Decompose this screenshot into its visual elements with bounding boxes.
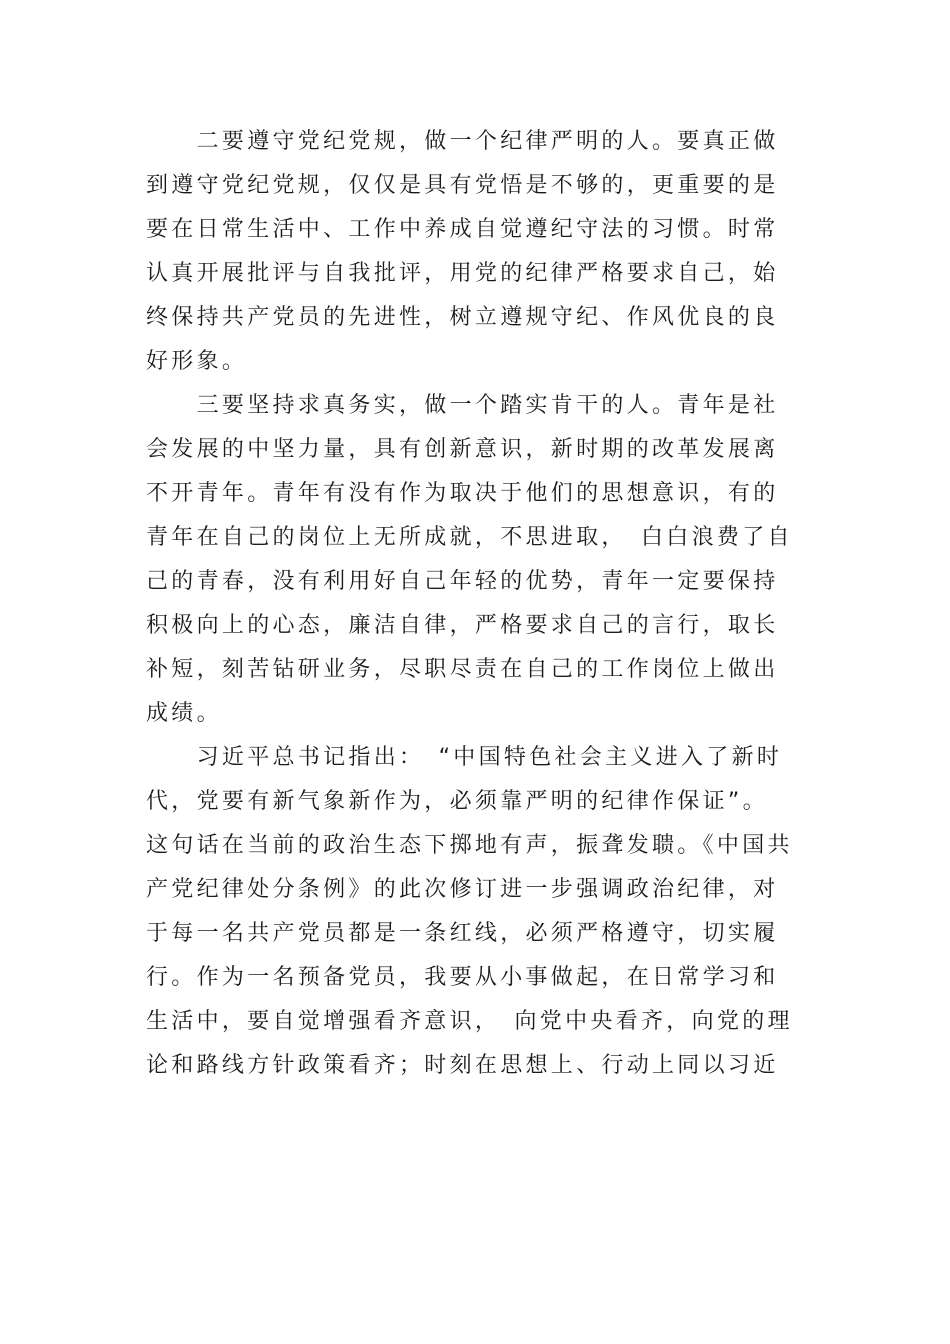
text-line: 认真开展批评与自我批评，用党的纪律严格要求自己，始 <box>146 261 779 286</box>
text-line: 三要坚持求真务实，做一个踏实肯干的人。青年是社 <box>146 393 779 418</box>
text-line: 生活中，要自觉增强看齐意识， 向党中央看齐，向党的理 <box>146 1009 793 1034</box>
text-line: 行。作为一名预备党员，我要从小事做起，在日常学习和 <box>146 965 779 990</box>
text-line: 于每一名共产党员都是一条红线，必须严格遵守，切实履 <box>146 921 779 946</box>
text-line: 习近平总书记指出： “中国特色社会主义进入了新时 <box>146 745 783 770</box>
text-line: 代，党要有新气象新作为，必须靠严明的纪律作保证”。 <box>146 789 768 814</box>
text-line: 己的青春，没有利用好自己年轻的优势，青年一定要保持 <box>146 569 779 594</box>
text-line: 积极向上的心态，廉洁自律，严格要求自己的言行，取长 <box>146 613 779 638</box>
text-line: 二要遵守党纪党规，做一个纪律严明的人。要真正做 <box>146 129 779 154</box>
text-line: 论和路线方针政策看齐；时刻在思想上、行动上同以习近 <box>146 1053 779 1078</box>
text-line: 青年在自己的岗位上无所成就，不思进取， 白白浪费了自 <box>146 525 793 550</box>
text-line: 到遵守党纪党规，仅仅是具有党悟是不够的，更重要的是 <box>146 173 779 198</box>
text-line: 要在日常生活中、工作中养成自觉遵纪守法的习惯。时常 <box>146 217 779 242</box>
text-line: 产党纪律处分条例》的此次修订进一步强调政治纪律，对 <box>146 877 779 902</box>
text-line: 这句话在当前的政治生态下掷地有声，振聋发聩。《中国共 <box>146 833 793 858</box>
text-line: 会发展的中坚力量，具有创新意识，新时期的改革发展离 <box>146 437 779 462</box>
text-line: 终保持共产党员的先进性，树立遵规守纪、作风优良的良 <box>146 305 779 330</box>
text-line: 不开青年。青年有没有作为取决于他们的思想意识，有的 <box>146 481 779 506</box>
text-line: 成绩。 <box>146 701 222 726</box>
text-line: 好形象。 <box>146 349 248 374</box>
text-line: 补短，刻苦钻研业务，尽职尽责在自己的工作岗位上做出 <box>146 657 779 682</box>
